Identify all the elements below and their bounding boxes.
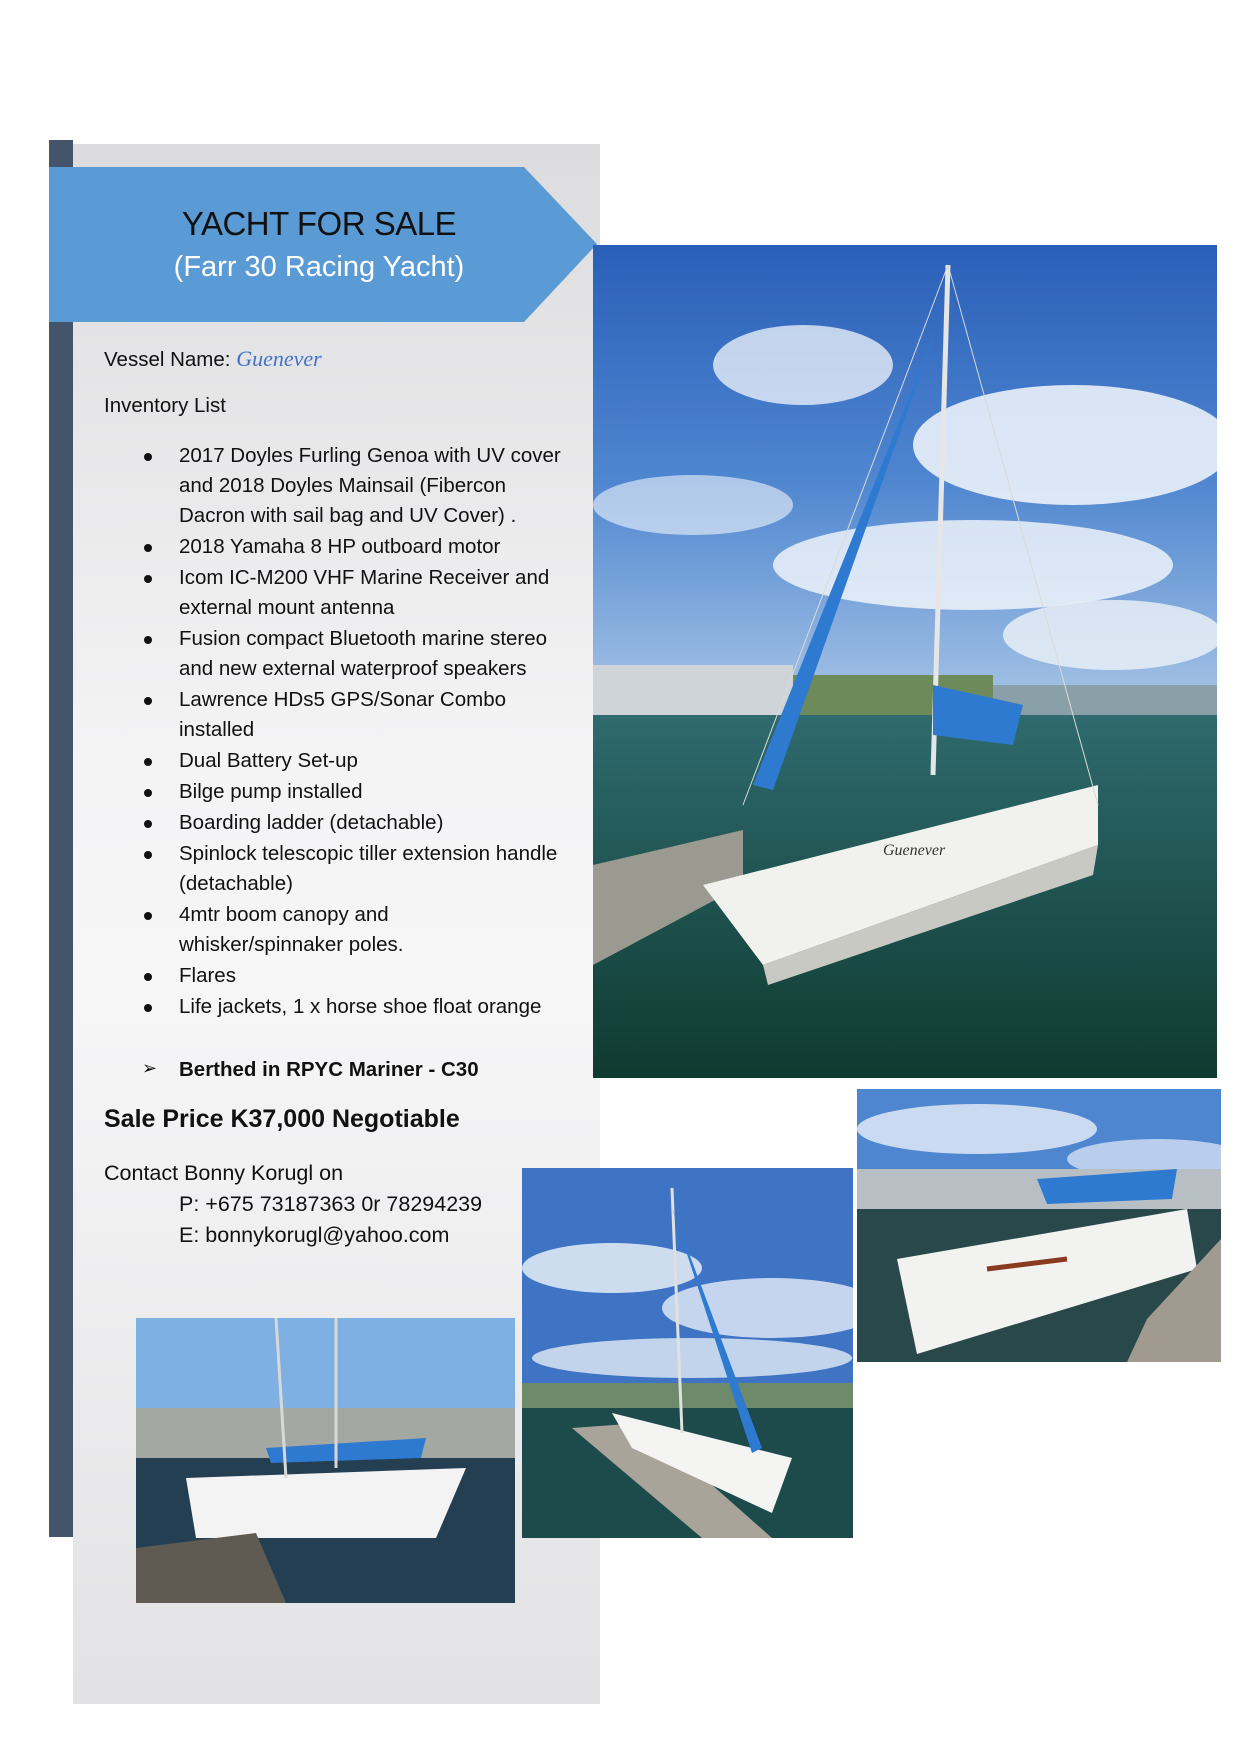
inventory-item-line: (detachable)	[179, 872, 293, 895]
title-banner	[49, 167, 597, 322]
inventory-item	[104, 532, 584, 562]
yacht-photo-main	[593, 245, 1217, 1078]
inventory-item	[104, 961, 584, 991]
inventory-item	[104, 624, 584, 684]
inventory-item	[104, 563, 584, 623]
bullet-icon	[144, 544, 152, 552]
inventory-item	[104, 441, 584, 531]
berth-text: Berthed in RPYC Mariner - C30	[179, 1058, 479, 1081]
contact-block	[104, 1158, 482, 1251]
vessel-name-line	[104, 346, 322, 372]
bullet-icon	[144, 758, 152, 766]
vessel-name-label: Vessel Name:	[104, 348, 231, 371]
bullet-icon	[144, 851, 152, 859]
inventory-item	[104, 992, 584, 1022]
bullet-icon	[144, 636, 152, 644]
inventory-item-line: Bilge pump installed	[179, 780, 363, 803]
vessel-name-value: Guenever	[236, 346, 322, 371]
inventory-item-line: Fusion compact Bluetooth marine stereo	[179, 627, 548, 650]
inventory-heading: Inventory List	[104, 394, 226, 417]
yacht-photo-deck	[857, 1089, 1221, 1362]
bullet-icon	[144, 789, 152, 797]
inventory-item-line: Flares	[179, 964, 236, 987]
banner-arrow-shape	[49, 167, 597, 322]
inventory-item-line: Dacron with sail bag and UV Cover) .	[179, 504, 517, 527]
inventory-item-line: Boarding ladder (detachable)	[179, 811, 444, 834]
inventory-item-line: and new external waterproof speakers	[179, 657, 527, 680]
bullet-icon	[144, 697, 152, 705]
bullet-icon	[144, 912, 152, 920]
arrow-bullet-icon: ➢	[142, 1058, 158, 1078]
inventory-list	[104, 441, 584, 1023]
inventory-item	[104, 685, 584, 745]
inventory-item-line: external mount antenna	[179, 596, 395, 619]
left-accent-bar	[49, 140, 73, 1537]
hull-name-text: Guenever	[883, 842, 946, 859]
bullet-icon	[144, 820, 152, 828]
inventory-item-line: 4mtr boom canopy and	[179, 903, 389, 926]
page-title: YACHT FOR SALE	[181, 205, 457, 242]
inventory-item-line: Spinlock telescopic tiller extension handle	[179, 842, 558, 865]
contact-intro: Contact Bonny Korugl on	[104, 1161, 344, 1185]
inventory-item-line: 2018 Yamaha 8 HP outboard motor	[179, 535, 501, 558]
bullet-icon	[144, 973, 152, 981]
yacht-photo-dock	[522, 1168, 853, 1538]
inventory-item-line: installed	[179, 718, 255, 741]
sale-price: Sale Price K37,000 Negotiable	[104, 1105, 460, 1133]
inventory-item-line: and 2018 Doyles Mainsail (Fibercon	[179, 474, 507, 497]
contact-email: E: bonnykorugl@yahoo.com	[179, 1223, 450, 1247]
inventory-item	[104, 839, 584, 899]
inventory-item	[104, 746, 584, 776]
inventory-item-line: Life jackets, 1 x horse shoe float orange	[179, 995, 542, 1018]
inventory-item	[104, 777, 584, 807]
bullet-icon	[144, 1004, 152, 1012]
inventory-item-line: Icom IC-M200 VHF Marine Receiver and	[179, 566, 550, 589]
contact-phone: P: +675 73187363 0r 78294239	[179, 1192, 483, 1216]
yacht-photo-side	[136, 1318, 515, 1603]
inventory-item	[104, 900, 584, 960]
inventory-item-line: Lawrence HDs5 GPS/Sonar Combo	[179, 688, 507, 711]
page-subtitle: (Farr 30 Racing Yacht)	[173, 251, 465, 283]
inventory-item-line: 2017 Doyles Furling Genoa with UV cover	[179, 444, 561, 467]
bullet-icon	[144, 575, 152, 583]
inventory-item	[104, 808, 584, 838]
bullet-icon	[144, 453, 152, 461]
inventory-item-line: Dual Battery Set-up	[179, 749, 358, 772]
inventory-item-line: whisker/spinnaker poles.	[179, 933, 404, 956]
